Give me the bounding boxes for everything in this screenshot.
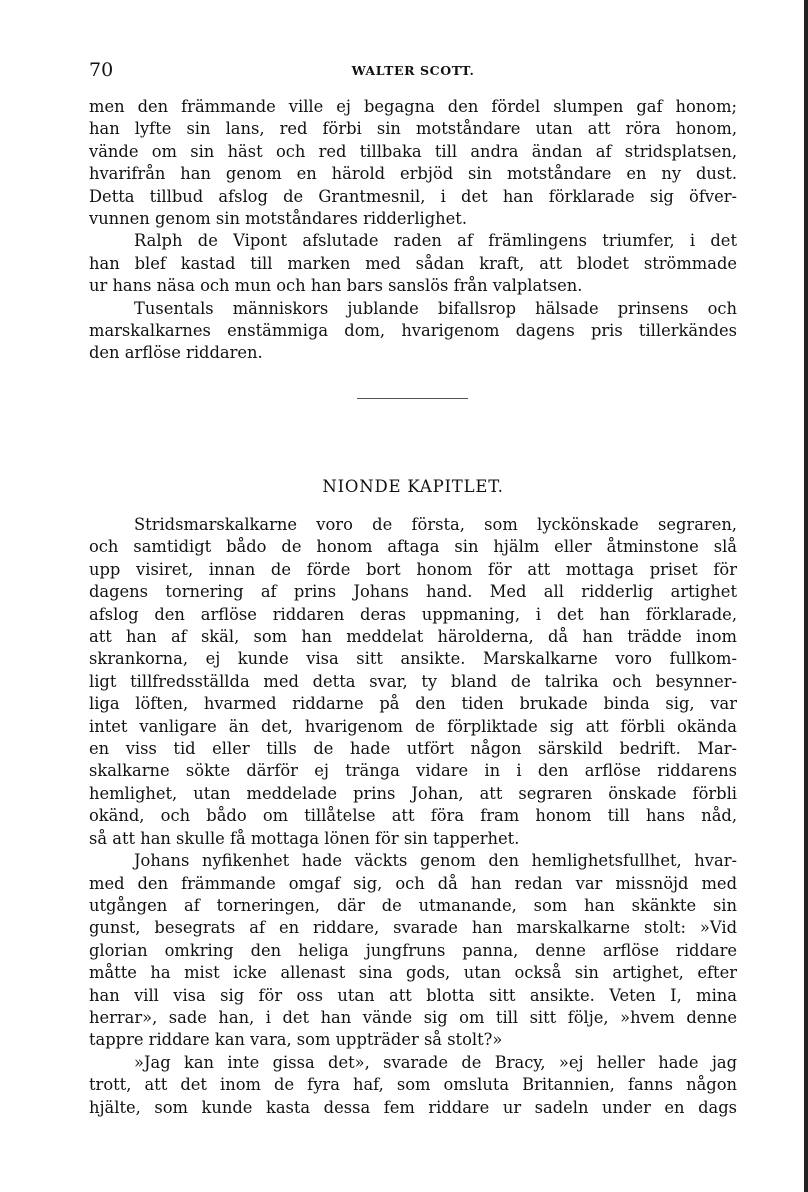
text-line: den arflöse riddaren.: [89, 343, 263, 363]
text-line: upp visiret, innan de förde bort honom för att mottaga priset för: [89, 559, 737, 579]
text-line: »Jag kan inte gissa det», svarade de Bracy, »ej heller hade jag: [134, 1052, 737, 1072]
text-line: marskalkarnes enstämmiga dom, hvarigenom dagens pris tillerkändes: [89, 321, 737, 341]
text-line: ur hans näsa och mun och han bars sanslös från valplatsen.: [89, 276, 583, 296]
text-line: okänd, och bådo om tillåtelse att föra fram honom till hans nåd,: [89, 806, 737, 826]
text-line: hemlighet, utan meddelade prins Johan, att segraren önskade förbli: [89, 783, 737, 803]
text-line: intet vanligare än det, hvarigenom de förpliktade sig att förbli okända: [89, 716, 737, 736]
text-line: skrankorna, ej kunde visa sitt ansikte. Marskalkarne voro fullkom-: [89, 649, 737, 669]
text-line: herrar», sade han, i det han vände sig om till sitt följe, »hvem denne: [89, 1007, 737, 1027]
text-line: dagens tornering af prins Johans hand. Med all ridderlig artighet: [89, 582, 737, 602]
text-line: men den främmande ville ej begagna den fördel slumpen gaf honom;: [89, 97, 737, 116]
text-line: glorian omkring den heliga jungfruns panna, denne arflöse riddare: [89, 940, 737, 960]
text-line: så att han skulle få mottaga lönen för sin tapperhet.: [89, 828, 520, 848]
text-line: utgången af torneringen, där de utmanande, som han skänkte sin: [89, 895, 737, 915]
text-line: tappre riddare kan vara, som uppträder så stolt?»: [89, 1030, 503, 1050]
text-line: skalkarne sökte därför ej tränga vidare in i den arflöse riddarens: [89, 761, 737, 781]
text-line: Tusentals människors jublande bifallsrop hälsade prinsens och: [134, 298, 737, 318]
text-line: Johans nyfikenhet hade väckts genom den hemlighetsfullhet, hvar-: [134, 851, 737, 871]
text-line: gunst, besegrats af en riddare, svarade han marskalkarne stolt: »Vid: [89, 918, 737, 938]
text-line: att han af skäl, som han meddelat härolderna, då han trädde inom: [89, 627, 737, 647]
text-line: han lyfte sin lans, red förbi sin motståndare utan att röra honom,: [89, 119, 737, 139]
text-line: liga löften, hvarmed riddarne på den tiden brukade binda sig, var: [89, 694, 737, 714]
running-head: [89, 58, 737, 84]
text-line: han vill visa sig för oss utan att blotta sitt ansikte. Veten I, mina: [89, 985, 737, 1005]
scan-edge: [804, 0, 808, 1192]
text-line: hjälte, som kunde kasta dessa fem riddare ur sadeln under en dags: [89, 1097, 737, 1117]
chapter-title: NIONDE KAPITLET.: [322, 477, 504, 496]
text-line: vunnen genom sin motståndares ridderlighet.: [89, 209, 468, 229]
text-line: han blef kastad till marken med sådan kraft, att blodet strömmade: [89, 253, 737, 273]
text-line: Stridsmarskalkarne voro de första, som lyckönskade segraren,: [134, 515, 737, 534]
running-title: WALTER SCOTT.: [351, 63, 475, 78]
text-line: måtte ha mist icke allenast sina gods, utan också sin artighet, efter: [89, 963, 737, 983]
text-line: en viss tid eller tills de hade utfört någon särskild bedrift. Mar-: [89, 739, 737, 759]
section-separator: [357, 398, 468, 399]
page-number: 70: [89, 59, 114, 81]
chapter-body: [89, 514, 737, 1119]
text-line: Ralph de Vipont afslutade raden af främlingens triumfer, i det: [134, 231, 737, 251]
text-line: trott, att det inom de fyra haf, som omsluta Britannien, fanns någon: [89, 1075, 737, 1095]
text-line: ligt tillfredsställda med detta svar, ty bland de talrika och besynner-: [89, 671, 737, 691]
text-line: vände om sin häst och red tillbaka till andra ändan af stridsplatsen,: [89, 141, 737, 161]
text-line: med den främmande omgaf sig, och då han redan var missnöjd med: [89, 873, 737, 893]
text-line: afslog den arflöse riddaren deras uppmaning, i det han förklarade,: [89, 604, 737, 624]
text-line: hvarifrån han genom en härold erbjöd sin motståndare en ny dust.: [89, 164, 737, 184]
text-line: Detta tillbud afslog de Grantmesnil, i det han förklarade sig öfver-: [89, 186, 737, 206]
text-body-top: [89, 96, 737, 365]
text-line: och samtidigt bådo de honom aftaga sin hjälm eller åtminstone slå: [89, 537, 737, 557]
